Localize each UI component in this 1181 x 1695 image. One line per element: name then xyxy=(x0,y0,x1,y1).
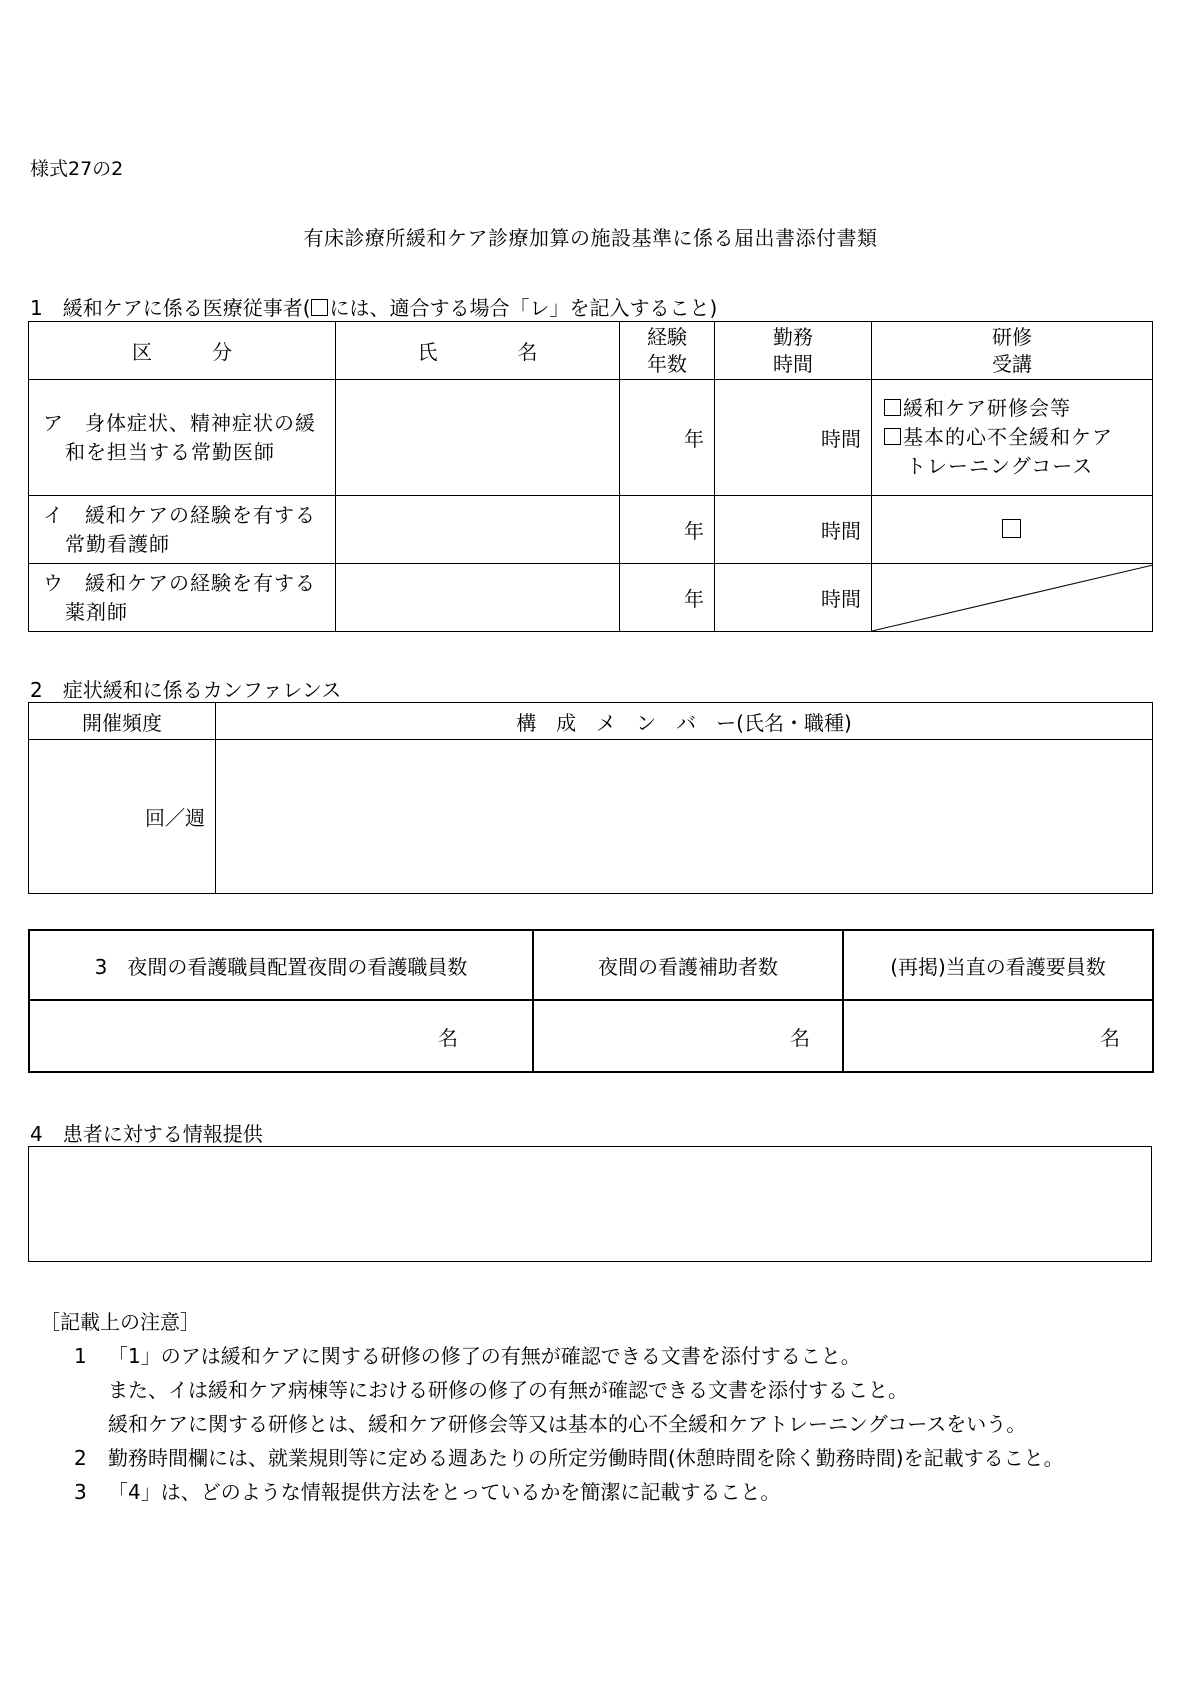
document-title: 有床診療所緩和ケア診療加算の施設基準に係る届出書添付書類 xyxy=(303,226,878,250)
row-i-hours-field[interactable] xyxy=(715,496,872,564)
training-option-2-label-cont: トレーニングコース xyxy=(906,454,1094,478)
checkbox-icon[interactable] xyxy=(884,399,901,416)
header-night-nurses: 3 夜間の看護職員配置夜間の看護職員数 xyxy=(29,930,533,1000)
row-u-label xyxy=(29,564,336,632)
night-staff-table xyxy=(28,929,1154,1073)
year-unit: 年 xyxy=(684,587,704,611)
table-row xyxy=(29,380,1153,496)
diagonal-strike-icon xyxy=(872,564,1153,632)
training-option-1-label: 緩和ケア研修会等 xyxy=(903,396,1071,420)
count-unit: 名 xyxy=(790,1025,810,1050)
note-text: 「4」は、どのような情報提供方法をとっているかを簡潔に記載すること。 xyxy=(108,1480,781,1504)
hour-unit: 時間 xyxy=(821,519,861,543)
frequency-unit: 回／週 xyxy=(145,806,205,830)
row-a-hours-field[interactable] xyxy=(715,380,872,496)
note-item-3 xyxy=(40,1475,1064,1509)
header-kenshu-line1: 研修 xyxy=(992,324,1032,349)
header-keiken-line1: 経験 xyxy=(647,324,687,349)
training-option-2[interactable] xyxy=(884,423,1152,452)
row-i-years-field[interactable] xyxy=(620,496,715,564)
note-item-1-line2: また、イは緩和ケア病棟等における研修の修了の有無が確認できる文書を添付すること。 xyxy=(108,1378,908,1402)
header-shimei: 氏 名 xyxy=(336,322,620,380)
row-u-label-line1: ウ 緩和ケアの経験を有する xyxy=(43,570,316,595)
note-item-1-line3: 緩和ケアに関する研修とは、緩和ケア研修会等又は基本的心不全緩和ケアトレーニングコースをいう。 xyxy=(108,1412,1027,1436)
training-option-1[interactable] xyxy=(884,394,1152,423)
header-keiken-line2: 年数 xyxy=(647,351,687,376)
note-item-1 xyxy=(40,1339,1064,1373)
note-item-2 xyxy=(40,1441,1064,1475)
duty-staff-field[interactable] xyxy=(843,1000,1153,1072)
row-a-training xyxy=(872,380,1153,496)
checkbox-icon xyxy=(311,299,328,316)
section4-heading: 4 患者に対する情報提供 xyxy=(30,1122,263,1146)
note-number: 2 xyxy=(74,1446,87,1470)
row-i-label-line2: 常勤看護師 xyxy=(65,531,170,556)
note-text: 「1」のアは緩和ケアに関する研修の修了の有無が確認できる文書を添付すること。 xyxy=(108,1344,861,1368)
header-duty-staff: (再掲)当直の看護要員数 xyxy=(843,930,1153,1000)
count-unit: 名 xyxy=(1100,1025,1120,1050)
row-i-label-line1: イ 緩和ケアの経験を有する xyxy=(43,502,316,527)
staff-table xyxy=(28,321,1153,632)
header-night-aides: 夜間の看護補助者数 xyxy=(533,930,843,1000)
row-u-training-na xyxy=(872,564,1153,632)
row-a-label-line2: 和を担当する常勤医師 xyxy=(65,439,275,464)
hour-unit: 時間 xyxy=(821,427,861,451)
count-unit: 名 xyxy=(438,1025,458,1050)
table-row xyxy=(29,564,1153,632)
frequency-field[interactable] xyxy=(29,740,216,894)
note-text: 勤務時間欄には、就業規則等に定める週あたりの所定労働時間(休憩時間を除く勤務時間)を記載すること。 xyxy=(108,1446,1064,1470)
row-u-label-line2: 薬剤師 xyxy=(65,599,128,624)
header-kenshu-line2: 受講 xyxy=(992,351,1032,376)
notes xyxy=(40,1305,1064,1509)
night-nurses-field[interactable] xyxy=(29,1000,533,1072)
header-kinmu xyxy=(715,322,872,380)
header-kinmu-line2: 時間 xyxy=(773,351,813,376)
header-keiken xyxy=(620,322,715,380)
header-members: 構 成 メ ン バ ー(氏名・職種) xyxy=(216,703,1153,740)
header-kenshu xyxy=(872,322,1153,380)
row-a-label-line1: ア 身体症状、精神症状の緩 xyxy=(43,410,316,435)
section1-heading-post: には、適合する場合「レ」を記入すること) xyxy=(329,296,718,320)
note-number: 1 xyxy=(74,1344,87,1368)
year-unit: 年 xyxy=(684,427,704,451)
header-kubun: 区 分 xyxy=(29,322,336,380)
info-provision-field[interactable] xyxy=(28,1146,1152,1262)
year-unit: 年 xyxy=(684,519,704,543)
training-option-2-label: 基本的心不全緩和ケア xyxy=(903,425,1113,449)
section2-heading: 2 症状緩和に係るカンファレンス xyxy=(30,678,342,702)
night-aides-field[interactable] xyxy=(533,1000,843,1072)
conference-table xyxy=(28,702,1153,894)
hour-unit: 時間 xyxy=(821,587,861,611)
checkbox-icon[interactable] xyxy=(1002,519,1021,538)
members-field[interactable] xyxy=(216,740,1153,894)
row-a-name-field[interactable] xyxy=(336,380,620,496)
note-number: 3 xyxy=(74,1480,87,1504)
table-row xyxy=(29,496,1153,564)
header-kinmu-line1: 勤務 xyxy=(773,324,813,349)
row-u-name-field[interactable] xyxy=(336,564,620,632)
row-a-label xyxy=(29,380,336,496)
notes-heading: ［記載上の注意］ xyxy=(40,1310,200,1334)
section1-heading xyxy=(30,292,717,321)
row-i-name-field[interactable] xyxy=(336,496,620,564)
row-a-years-field[interactable] xyxy=(620,380,715,496)
section1-heading-pre: 1 緩和ケアに係る医療従事者( xyxy=(30,296,311,320)
staff-table-header xyxy=(29,322,1153,380)
row-i-training xyxy=(872,496,1153,564)
row-u-hours-field[interactable] xyxy=(715,564,872,632)
row-u-years-field[interactable] xyxy=(620,564,715,632)
form-number: 様式27の2 xyxy=(30,158,124,180)
checkbox-icon[interactable] xyxy=(884,428,901,445)
header-frequency: 開催頻度 xyxy=(29,703,216,740)
row-i-label xyxy=(29,496,336,564)
